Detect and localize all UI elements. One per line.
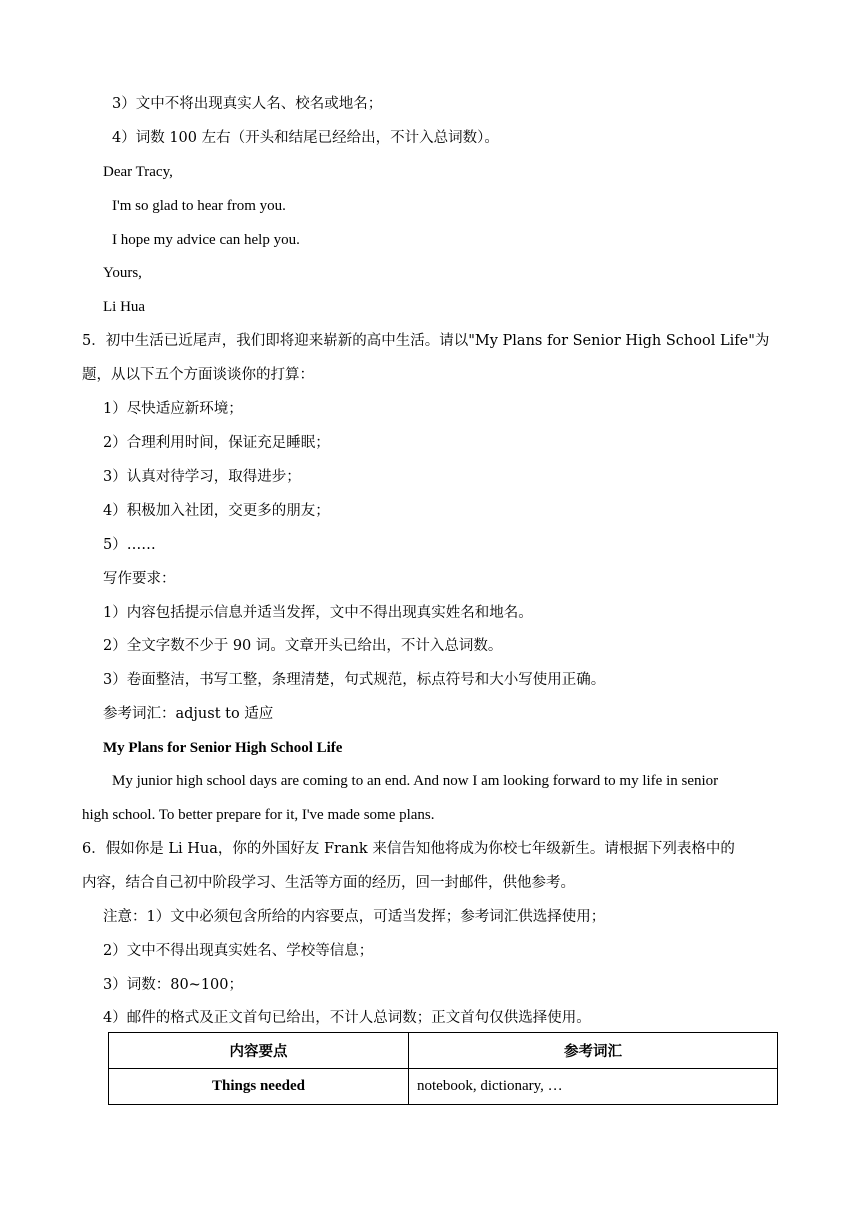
writing-requirements-heading: 写作要求： [103, 571, 176, 587]
letter-greeting: Dear Tracy, [103, 164, 173, 180]
requirement-line-4: 4）词数 100 左右（开头和结尾已经给出，不计入总词数）。 [112, 130, 499, 146]
essay-title: My Plans for Senior High School Life [103, 740, 343, 756]
table-header-reference-vocabulary: 参考词汇 [409, 1033, 778, 1069]
plan-item-3: 3）认真对待学习，取得进步； [103, 469, 301, 485]
question-5-prompt-line-2: 题，从以下五个方面谈谈你的打算： [82, 367, 314, 383]
letter-opening: I'm so glad to hear from you. [112, 198, 286, 214]
question-5-prompt-line-1: 5．初中生活已近尾声，我们即将迎来崭新的高中生活。请以"My Plans for Senior High School Life"为 [82, 333, 770, 349]
question-6-prompt-line-2: 内容，结合自己初中阶段学习、生活等方面的经历，回一封邮件，供他参考。 [82, 875, 575, 891]
essay-opening-line-1: My junior high school days are coming to an end. And now I am looking forward to my life in senior [112, 773, 719, 789]
note-line-4: 4）邮件的格式及正文首句已给出，不计人总词数；正文首句仅供选择使用。 [103, 1010, 591, 1026]
writing-requirement-3: 3）卷面整洁，书写工整，条理清楚，句式规范，标点符号和大小写使用正确。 [103, 672, 606, 688]
plan-item-5: 5）…… [103, 537, 156, 553]
note-line-2: 2）文中不得出现真实姓名、学校等信息； [103, 943, 374, 959]
table-cell-point: Things needed [109, 1069, 409, 1105]
content-points-table [108, 1032, 778, 1105]
essay-opening-line-2: high school. To better prepare for it, I've made some plans. [82, 807, 435, 823]
table-header-content-points: 内容要点 [109, 1033, 409, 1069]
note-line-3: 3）词数：80~100； [103, 977, 244, 993]
plan-item-2: 2）合理利用时间，保证充足睡眠； [103, 435, 330, 451]
note-line-1: 注意：1）文中必须包含所给的内容要点，可适当发挥；参考词汇供选择使用； [103, 909, 606, 925]
question-6-prompt-line-1: 6．假如你是 Li Hua，你的外国好友 Frank 来信告知他将成为你校七年级新生。请根据下列表格中的 [82, 841, 735, 857]
table-cell-vocabulary: notebook, dictionary, … [409, 1069, 778, 1105]
writing-requirement-1: 1）内容包括提示信息并适当发挥，文中不得出现真实姓名和地名。 [103, 605, 533, 621]
plan-item-4: 4）积极加入社团，交更多的朋友； [103, 503, 330, 519]
letter-closing-line: I hope my advice can help you. [112, 232, 300, 248]
letter-signoff: Yours, [103, 265, 142, 281]
reference-vocabulary: 参考词汇：adjust to 适应 [103, 706, 274, 722]
table-row [109, 1069, 778, 1105]
letter-signature: Li Hua [103, 299, 146, 315]
table-header-row [109, 1033, 778, 1069]
writing-requirement-2: 2）全文字数不少于 90 词。文章开头已给出，不计入总词数。 [103, 638, 503, 654]
requirement-line-3: 3）文中不将出现真实人名、校名或地名； [112, 96, 383, 112]
plan-item-1: 1）尽快适应新环境； [103, 401, 243, 417]
